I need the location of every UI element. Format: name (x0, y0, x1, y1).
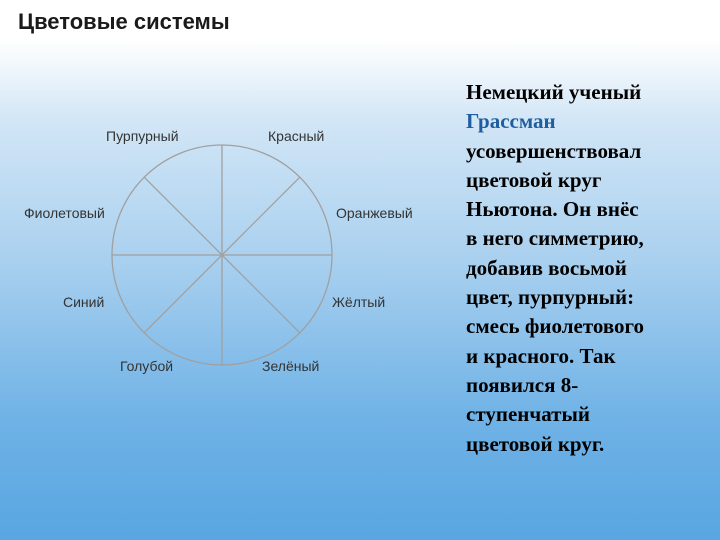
label-blue: Синий (63, 294, 105, 310)
label-violet: Фиолетовый (24, 205, 105, 221)
label-yellow: Жёлтый (332, 294, 386, 310)
text-line-6: в него симметрию, (466, 226, 644, 251)
scientist-name: Грассман (466, 109, 556, 134)
text-line-9: смесь фиолетового (466, 314, 645, 339)
slide-title: Цветовые системы (18, 9, 230, 34)
text-line-3: усовершенствовал (466, 138, 642, 163)
label-red: Красный (268, 128, 325, 144)
text-line-4: цветовой круг (466, 167, 602, 192)
text-line-1: Немецкий ученый (466, 80, 642, 104)
description-text (466, 78, 711, 459)
text-line-8: цвет, пурпурный: (466, 285, 635, 310)
text-line-11: появился 8- (466, 372, 579, 397)
text-line-7: добавив восьмой (466, 255, 627, 280)
label-orange: Оранжевый (336, 205, 413, 221)
text-line-5: Ньютона. Он внёс (466, 197, 639, 222)
label-purple: Пурпурный (106, 128, 179, 144)
text-line-10: и красного. Так (466, 343, 616, 368)
text-line-13: цветовой круг. (466, 431, 605, 456)
label-green: Зелёный (262, 358, 320, 374)
label-cyan: Голубой (120, 358, 174, 374)
text-line-12: ступенчатый (466, 402, 590, 427)
